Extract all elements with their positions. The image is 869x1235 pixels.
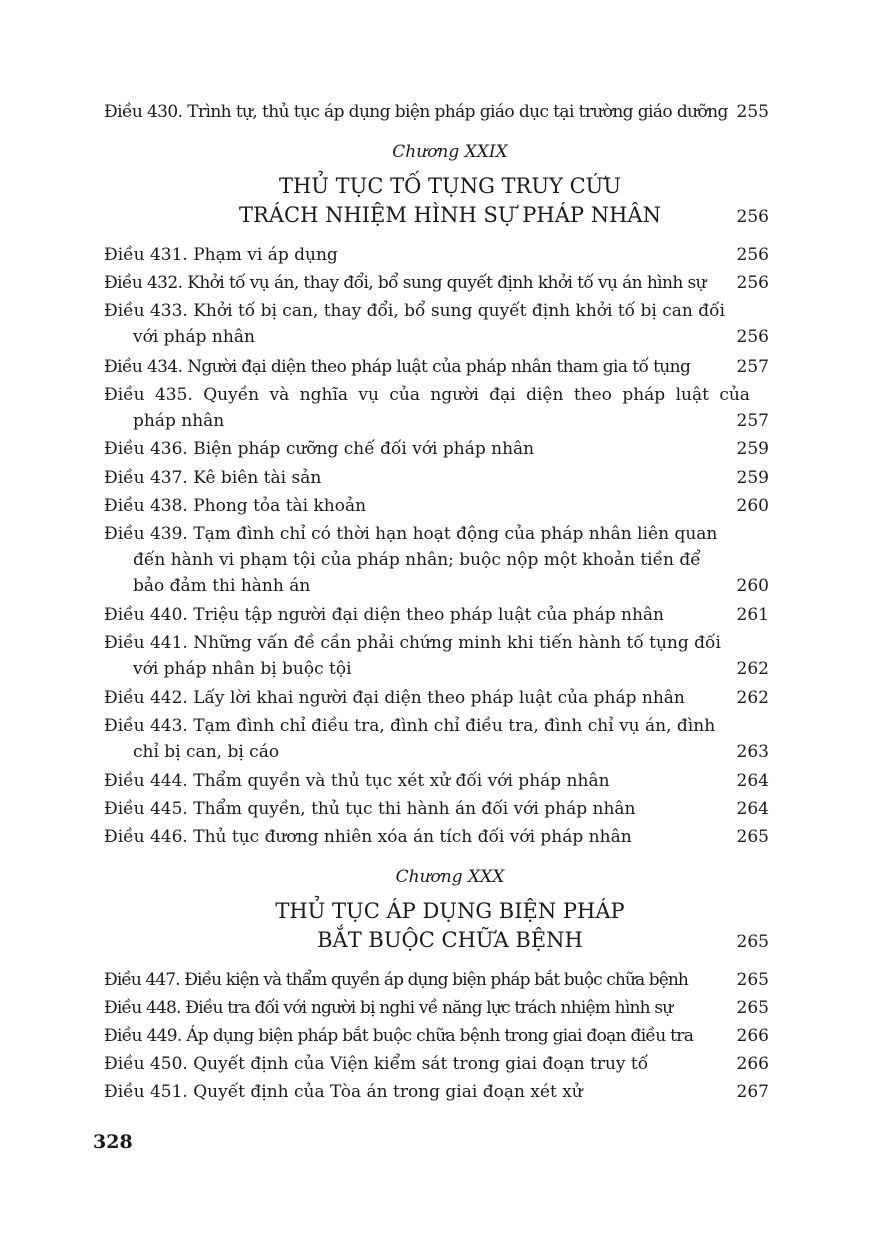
entry-page: 264 bbox=[736, 771, 769, 791]
entry-page: 261 bbox=[736, 605, 769, 625]
toc-entry-441 bbox=[104, 630, 769, 682]
entry-title: Điều 451. Quyết định của Tòa án trong giai đoạn xét xử bbox=[104, 1082, 583, 1102]
entry-page: 266 bbox=[736, 1026, 769, 1046]
toc-entry-433 bbox=[104, 298, 769, 350]
entry-title-cont: đến hành vi phạm tội của pháp nhân; buộc nộp một khoản tiền để bbox=[133, 550, 701, 570]
toc-entry-449 bbox=[104, 1023, 769, 1049]
entry-title: Điều 450. Quyết định của Viện kiểm sát trong giai đoạn truy tố bbox=[104, 1054, 649, 1074]
toc-entry-451 bbox=[104, 1079, 769, 1105]
toc-entry-432 bbox=[104, 270, 769, 296]
entry-page: 265 bbox=[736, 970, 769, 990]
toc-entry-442 bbox=[104, 685, 769, 711]
chapter-title-xxx-line1: THỦ TỤC ÁP DỤNG BIỆN PHÁP bbox=[275, 899, 625, 923]
entry-page: 264 bbox=[736, 799, 769, 819]
entry-page: 262 bbox=[736, 688, 769, 708]
toc-entry-438 bbox=[104, 493, 769, 519]
entry-title: Điều 436. Biện pháp cưỡng chế đối với pháp nhân bbox=[104, 439, 535, 459]
entry-page: 265 bbox=[736, 998, 769, 1018]
entry-title: Điều 445. Thẩm quyền, thủ tục thi hành án đối với pháp nhân bbox=[104, 799, 636, 819]
entry-title: Điều 434. Người đại diện theo pháp luật của pháp nhân tham gia tố tụng bbox=[104, 357, 691, 377]
entry-title: Điều 433. Khởi tố bị can, thay đổi, bổ sung quyết định khởi tố bị can đối bbox=[104, 301, 725, 321]
entry-title-cont: pháp nhân bbox=[133, 411, 225, 431]
chapter-label-xxx: Chương XXX bbox=[395, 867, 505, 887]
toc-entry-445 bbox=[104, 796, 769, 822]
entry-title: Điều 430. Trình tự, thủ tục áp dụng biện pháp giáo dục tại trường giáo dưỡng bbox=[104, 102, 728, 122]
toc-entry-430 bbox=[104, 99, 769, 125]
entry-page: 265 bbox=[736, 827, 769, 847]
entry-page: 257 bbox=[736, 357, 769, 377]
entry-page: 259 bbox=[736, 468, 769, 488]
toc-entry-439 bbox=[104, 521, 769, 599]
entry-title: Điều 431. Phạm vi áp dụng bbox=[104, 245, 338, 265]
entry-page: 256 bbox=[736, 273, 769, 293]
entry-title-cont2: bảo đảm thi hành án bbox=[133, 576, 311, 596]
chapter-label-xxix: Chương XXIX bbox=[392, 142, 508, 162]
entry-title: Điều 437. Kê biên tài sản bbox=[104, 468, 322, 488]
toc-entry-440 bbox=[104, 602, 769, 628]
chapter-title-xxix-line2: TRÁCH NHIỆM HÌNH SỰ PHÁP NHÂN bbox=[239, 203, 661, 227]
entry-page: 256 bbox=[736, 327, 769, 347]
chapter-page-xxx: 265 bbox=[736, 932, 769, 952]
entry-title: Điều 439. Tạm đình chỉ có thời hạn hoạt động của pháp nhân liên quan bbox=[104, 524, 718, 544]
entry-title: Điều 449. Áp dụng biện pháp bắt buộc chữa bệnh trong giai đoạn điều tra bbox=[104, 1026, 694, 1046]
toc-entry-450 bbox=[104, 1051, 769, 1077]
toc-entry-444 bbox=[104, 768, 769, 794]
entry-page: 262 bbox=[736, 659, 769, 679]
toc-entry-435 bbox=[104, 382, 769, 434]
entry-title: Điều 442. Lấy lời khai người đại diện theo pháp luật của pháp nhân bbox=[104, 688, 685, 708]
toc-entry-431 bbox=[104, 242, 769, 268]
entry-page: 257 bbox=[736, 411, 769, 431]
entry-title-cont: với pháp nhân bị buộc tội bbox=[133, 659, 352, 679]
entry-page: 263 bbox=[736, 742, 769, 762]
entry-title: Điều 444. Thẩm quyền và thủ tục xét xử đối với pháp nhân bbox=[104, 771, 610, 791]
entry-title: Điều 440. Triệu tập người đại diện theo pháp luật của pháp nhân bbox=[104, 605, 664, 625]
entry-page: 259 bbox=[736, 439, 769, 459]
chapter-title-xxix-line1: THỦ TỤC TỐ TỤNG TRUY CỨU bbox=[278, 174, 622, 198]
page-number: 328 bbox=[93, 1131, 133, 1153]
chapter-title-xxx-line2: BẮT BUỘC CHỮA BỆNH bbox=[317, 928, 583, 952]
entry-title: Điều 447. Điều kiện và thẩm quyền áp dụng biện pháp bắt buộc chữa bệnh bbox=[104, 970, 688, 990]
entry-page: 256 bbox=[736, 245, 769, 265]
toc-entry-443 bbox=[104, 713, 769, 765]
entry-page: 260 bbox=[736, 496, 769, 516]
entry-title: Điều 438. Phong tỏa tài khoản bbox=[104, 496, 367, 516]
entry-title: Điều 441. Những vấn đề cần phải chứng minh khi tiến hành tố tụng đối bbox=[104, 633, 721, 653]
toc-entry-446 bbox=[104, 824, 769, 850]
toc-entry-448 bbox=[104, 995, 769, 1021]
entry-title: Điều 448. Điều tra đối với người bị nghi về năng lực trách nhiệm hình sự bbox=[104, 998, 673, 1018]
entry-page: 267 bbox=[736, 1082, 769, 1102]
entry-page: 266 bbox=[736, 1054, 769, 1074]
toc-entry-437 bbox=[104, 465, 769, 491]
entry-title: Điều 432. Khởi tố vụ án, thay đổi, bổ sung quyết định khởi tố vụ án hình sự bbox=[104, 273, 706, 293]
entry-title: Điều 446. Thủ tục đương nhiên xóa án tích đối với pháp nhân bbox=[104, 827, 632, 847]
toc-entry-447 bbox=[104, 967, 769, 993]
chapter-page-xxix: 256 bbox=[736, 207, 769, 227]
entry-title-cont: chỉ bị can, bị cáo bbox=[133, 742, 280, 762]
entry-page: 255 bbox=[736, 102, 769, 122]
toc-entry-434 bbox=[104, 354, 769, 380]
entry-page: 260 bbox=[736, 576, 769, 596]
entry-title: Điều 443. Tạm đình chỉ điều tra, đình chỉ điều tra, đình chỉ vụ án, đình bbox=[104, 716, 716, 736]
entry-title-cont: với pháp nhân bbox=[133, 327, 255, 347]
entry-title: Điều 435. Quyền và nghĩa vụ của người đại diện theo pháp luật của bbox=[104, 385, 750, 405]
toc-entry-436 bbox=[104, 436, 769, 462]
